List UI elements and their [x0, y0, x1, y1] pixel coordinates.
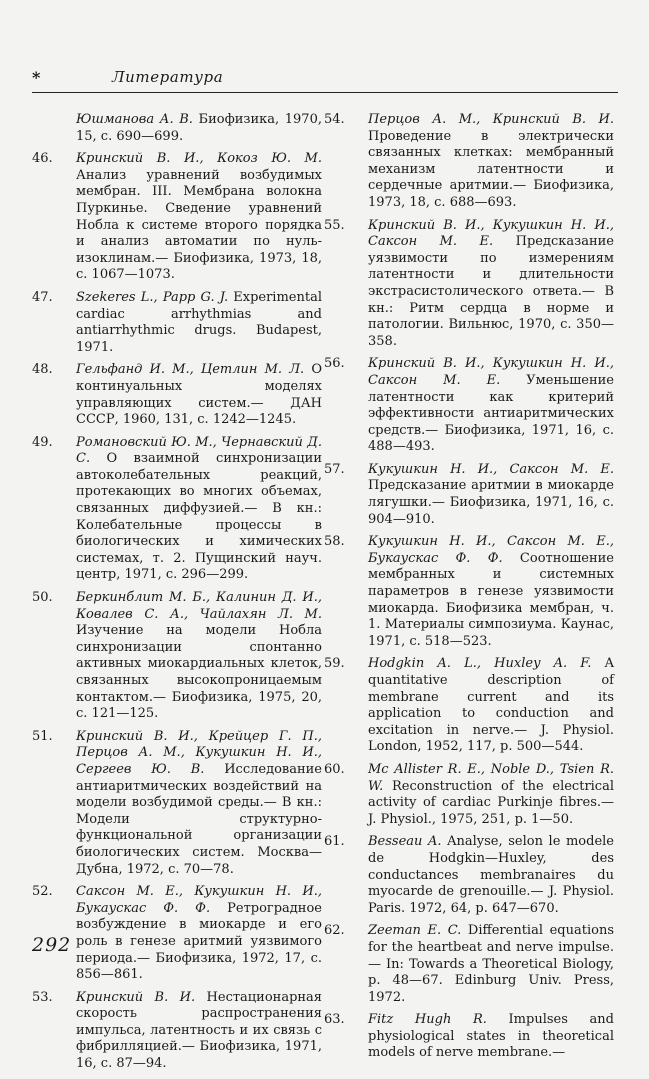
reference-number: 54.	[324, 112, 345, 127]
reference-authors: Hodgkin A. L., Huxley A. F.	[368, 656, 592, 672]
reference-body: Experimental cardiac arrhythmias and antiarrhythmic drugs. Budapest, 1971.	[76, 289, 322, 355]
reference-text	[368, 923, 614, 1006]
reference-body: Соотношение мембранных и системных параметров в генезе уязвимости миокарда. Биофизика мембран, ч. 1. Материалы симпозиума. Каунас, 1971, с. 518—523.	[368, 550, 615, 649]
page-number: 292	[32, 934, 72, 956]
reference-number: 53.	[32, 989, 53, 1005]
reference-entry	[324, 356, 614, 456]
reference-authors: Кринский В. И., Кукушкин Н. И., Саксон М. Е.	[368, 356, 614, 388]
reference-authors: Юшманова А. В.	[76, 112, 193, 127]
reference-number: 51.	[32, 728, 53, 744]
reference-body: A quantitative description of membrane current and its application to conduction and excitation in nerve.— J. Physiol. London, 1952, 117, p. 500—544.	[368, 656, 614, 755]
reference-text	[76, 729, 322, 878]
reference-entry	[32, 290, 322, 356]
reference-entry	[324, 923, 614, 1006]
reference-text	[368, 356, 614, 456]
reference-number: 47.	[32, 289, 53, 305]
reference-authors: Кринский В. И.	[76, 989, 196, 1005]
reference-number: 55.	[324, 217, 345, 233]
reference-text	[368, 462, 614, 528]
reference-text	[368, 834, 614, 917]
reference-text	[76, 990, 322, 1073]
reference-authors: Гельфанд И. М., Цетлин М. Л.	[76, 362, 305, 378]
reference-text	[76, 290, 322, 356]
reference-entry	[32, 590, 322, 723]
reference-authors: Кукушкин Н. И., Саксон М. Е.	[368, 461, 614, 477]
reference-number: 63.	[324, 1012, 345, 1028]
reference-text	[368, 656, 614, 756]
reference-number: 56.	[324, 356, 345, 372]
reference-entry	[32, 729, 322, 878]
reference-authors: Саксон М. Е., Кукушкин Н. И., Букаускас Ф. Ф.	[76, 884, 322, 916]
reference-authors: Перцов А. М., Кринский В. И.	[368, 112, 614, 127]
reference-body: Ретроградное возбуждение в миокарде и его роль в генезе аритмий уязвимого периода.— Биофизика, 1972, 17, с. 856—861.	[76, 900, 322, 983]
reference-number: 60.	[324, 761, 345, 777]
reference-entry	[32, 435, 322, 584]
reference-authors: Szekeres L., Papp G. J.	[76, 289, 229, 305]
reference-entry	[324, 534, 614, 650]
reference-authors: Fitz Hugh R.	[368, 1012, 487, 1028]
reference-entry	[32, 112, 322, 145]
reference-authors: Беркинблит М. Б., Калинин Д. И., Ковалев С. А., Чайлахян Л. М.	[76, 590, 322, 622]
reference-body: Уменьшение латентности как критерий эффективности антиаритмических средств.— Биофизика, 1971, 16, с. 488—493.	[368, 372, 614, 455]
reference-authors: Кринский В. И., Кукушкин Н. И., Саксон М. Е.	[368, 217, 614, 250]
reference-body: Impulses and physiological states in theoretical models of nerve membrane.—	[368, 1012, 614, 1061]
reference-number: 50.	[32, 590, 53, 606]
left-column	[32, 112, 322, 1079]
reference-authors: Романовский Ю. М., Чернавский Д. С.	[76, 434, 322, 467]
reference-body: Предсказание аритмии в миокарде лягушки.— Биофизика, 1971, 16, с. 904—910.	[368, 478, 614, 527]
reference-body: Исследование антиаритмических воздействий на модели возбудимой среды.— В кн.: Модели структурно-функциональной организации биологических систем. Москва—Дубна, 1972, с. 70—78.	[76, 761, 322, 877]
reference-number: 49.	[32, 434, 53, 450]
reference-number: 52.	[32, 884, 53, 900]
reference-text	[76, 590, 322, 723]
reference-body: Reconstruction of the electrical activity of cardiac Purkinje fibres.— J. Physiol., 1975, 251, p. 1—50.	[368, 778, 614, 827]
reference-entry	[324, 462, 614, 528]
reference-text	[368, 218, 614, 351]
reference-number: 61.	[324, 834, 345, 850]
reference-authors: Besseau A.	[368, 834, 442, 850]
reference-entry	[324, 218, 614, 351]
reference-entry	[324, 834, 614, 917]
running-title: Литература	[112, 68, 224, 86]
reference-body: Differential equations for the heartbeat and nerve impulse.— In: Towards a Theoretical Biology, p. 48—67. Edinburg Univ. Press, 1972.	[368, 923, 614, 1005]
reference-entry	[324, 762, 614, 828]
reference-number: 48.	[32, 362, 53, 378]
reference-text	[368, 534, 614, 650]
reference-authors: Mc Allister R. E., Noble D., Tsien R. W.	[368, 761, 614, 794]
reference-body: Анализ уравнений возбудимых мембран. III. Мембрана волокна Пуркинье. Сведение уравнений Нобла к системе второго порядка и анализ автоматии по нуль-изоклинам.— Биофизика, 1973, 18, с. 1067—1073.	[76, 167, 322, 283]
reference-entry	[32, 362, 322, 428]
reference-body: Предсказание уязвимости по измерениям латентности и длительности экстрасистолического ответа.— В кн.: Ритм сердца в норме и патологии. Вильнюс, 1970, с. 350—358.	[368, 234, 614, 349]
reference-text	[368, 112, 614, 212]
reference-entry	[32, 151, 322, 284]
right-column	[324, 112, 614, 1068]
reference-text	[76, 435, 322, 584]
reference-authors: Кукушкин Н. И., Саксон М. Е., Букаускас Ф. Ф.	[368, 534, 614, 566]
reference-authors: Кринский В. И., Крейцер Г. П., Перцов А. М., Кукушкин Н. И., Сергеев Ю. В.	[76, 728, 322, 777]
reference-body: О взаимной синхронизации автоколебательных реакций, протекающих во многих объемах, связанных диффузией.— В кн.: Колебательные процессы в биологических и химических системах, т. 2. Пущинский науч. центр, 1971, с. 296—299.	[76, 451, 322, 583]
reference-text	[76, 884, 322, 984]
reference-number: 62.	[324, 923, 345, 939]
reference-entry	[32, 884, 322, 984]
reference-text	[76, 151, 322, 284]
reference-number: 57.	[324, 461, 345, 477]
reference-entry	[324, 112, 614, 212]
reference-text	[76, 362, 322, 428]
header-rule	[32, 92, 618, 93]
reference-entry	[324, 1012, 614, 1062]
reference-text	[368, 1012, 614, 1062]
running-header	[32, 68, 618, 90]
reference-body: О континуальных моделях управляющих систем.— ДАН СССР, 1960, 131, с. 1242—1245.	[76, 362, 322, 428]
header-marker: *	[32, 68, 41, 87]
reference-body: Изучение на модели Нобла синхронизации спонтанно активных миокардиальных клеток, связанных высокопроницаемым контактом.— Биофизика, 1975, 20, с. 121—125.	[76, 623, 322, 722]
reference-number: 58.	[324, 534, 345, 550]
reference-entry	[324, 656, 614, 756]
reference-number: 59.	[324, 656, 345, 672]
reference-body: Проведение в электрически связанных клетках: мембранный механизм латентности и сердечные аритмии.— Биофизика, 1973, 18, с. 688—693.	[368, 128, 614, 210]
reference-body: Нестационарная скорость распространения импульса, латентность и их связь с фибрилляцией.— Биофизика, 1971, 16, с. 87—94.	[76, 989, 323, 1072]
reference-text	[76, 112, 322, 145]
reference-authors: Кринский В. И., Кокоз Ю. М.	[76, 151, 322, 167]
reference-number: 46.	[32, 151, 53, 167]
reference-entry	[32, 990, 322, 1073]
reference-authors: Zeeman E. C.	[368, 923, 462, 939]
reference-body: Биофизика, 1970, 15, с. 690—699.	[76, 112, 322, 144]
reference-body: Analyse, selon le modele de Hodgkin—Huxley, des conductances membranaires du myocarde de grenouille.— J. Physiol. Paris. 1972, 64, p. 647—670.	[368, 834, 615, 916]
reference-text	[368, 762, 614, 828]
